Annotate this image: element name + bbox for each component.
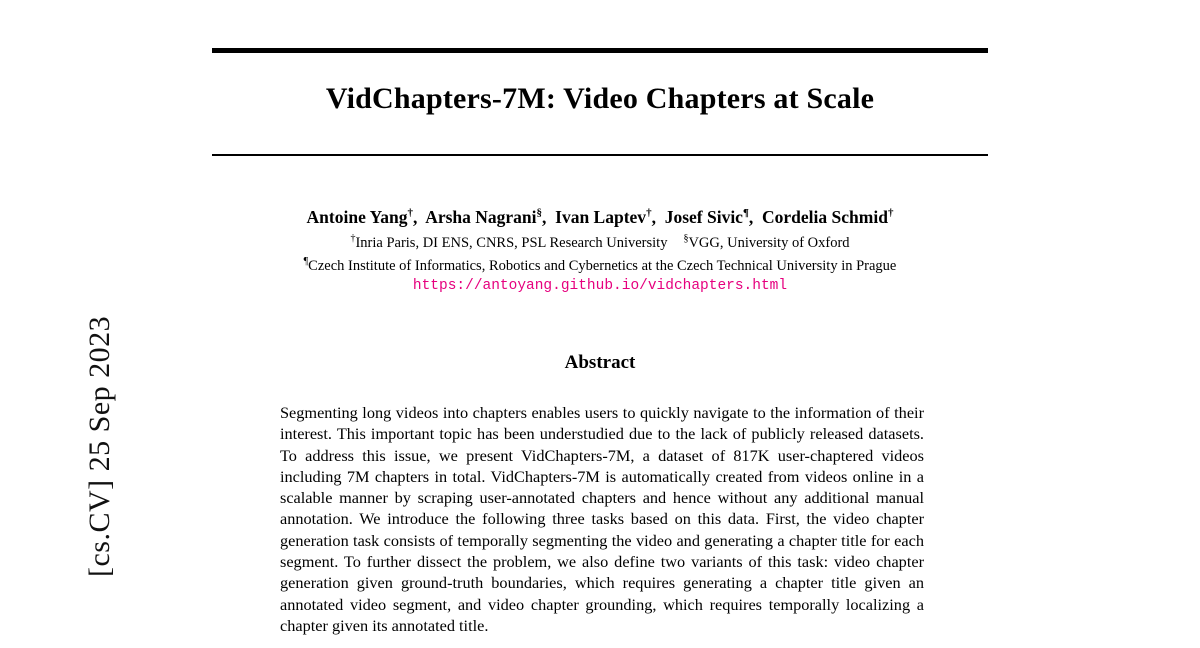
author-name-3: Josef Sivic xyxy=(664,207,743,227)
author-name-0: Antoine Yang xyxy=(306,207,408,227)
affiliation-marker-1: § xyxy=(683,233,689,244)
title-rule-bottom xyxy=(212,154,988,156)
author-name-1: Arsha Nagrani xyxy=(425,207,537,227)
title-rule-top xyxy=(212,48,988,53)
page-title: VidChapters-7M: Video Chapters at Scale xyxy=(325,82,875,115)
abstract-paragraph: Segmenting long videos into chapters enables users to quickly navigate to the information of their interest. This important topic has been understudied due to the lack of publicly released datasets. To address this issue, we present VidChapters-7M, a dataset of 817K user-chaptered videos including 7M chapters in total. VidChapters-7M is automatically created from videos online in a scalable manner by scraping user-annotated chapters and hence without any additional manual annotation. We introduce the following three tasks based on this data. First, the video chapter generation task consists of temporally segmenting the video and generating a chapter title for each segment. To further dissect the problem, we also define two variants of this task: video chapter generation given ground-truth boundaries, which requires generating a chapter title given an annotated video segment, and video chapter grounding, which requires temporally localizing a chapter given its annotated title. xyxy=(280,403,924,635)
affiliation-marker-2: ¶ xyxy=(303,256,309,267)
author-marker-1: § xyxy=(536,207,543,220)
author-list: Antoine Yang†, Arsha Nagrani§, Ivan Laptev†, Josef Sivic¶, Cordelia Schmid† xyxy=(306,207,894,227)
project-page-link[interactable]: https://antoyang.github.io/vidchapters.html xyxy=(412,278,788,294)
author-name-4: Cordelia Schmid xyxy=(762,207,888,227)
affiliation-text-2: Czech Institute of Informatics, Robotics and Cybernetics at the Czech Technical University in Prague xyxy=(308,257,897,274)
affiliation-line-2 xyxy=(212,256,988,275)
abstract-body xyxy=(280,402,924,636)
arxiv-stamp xyxy=(0,0,116,648)
affiliation-line-1 xyxy=(212,233,988,252)
paper-page xyxy=(180,0,1020,648)
affiliation-text-1: VGG, University of Oxford xyxy=(688,234,850,251)
author-marker-0: † xyxy=(407,207,414,220)
arxiv-stamp-text: [cs.CV] 25 Sep 2023 xyxy=(83,315,116,577)
author-name-2: Ivan Laptev xyxy=(555,207,647,227)
abstract-heading: Abstract xyxy=(564,352,636,373)
affiliation-marker-0: † xyxy=(350,233,356,244)
author-marker-4: † xyxy=(887,207,894,220)
author-marker-2: † xyxy=(646,207,652,220)
author-marker-3: ¶ xyxy=(742,207,749,220)
affiliation-text-0: Inria Paris, DI ENS, CNRS, PSL Research University xyxy=(355,234,668,251)
